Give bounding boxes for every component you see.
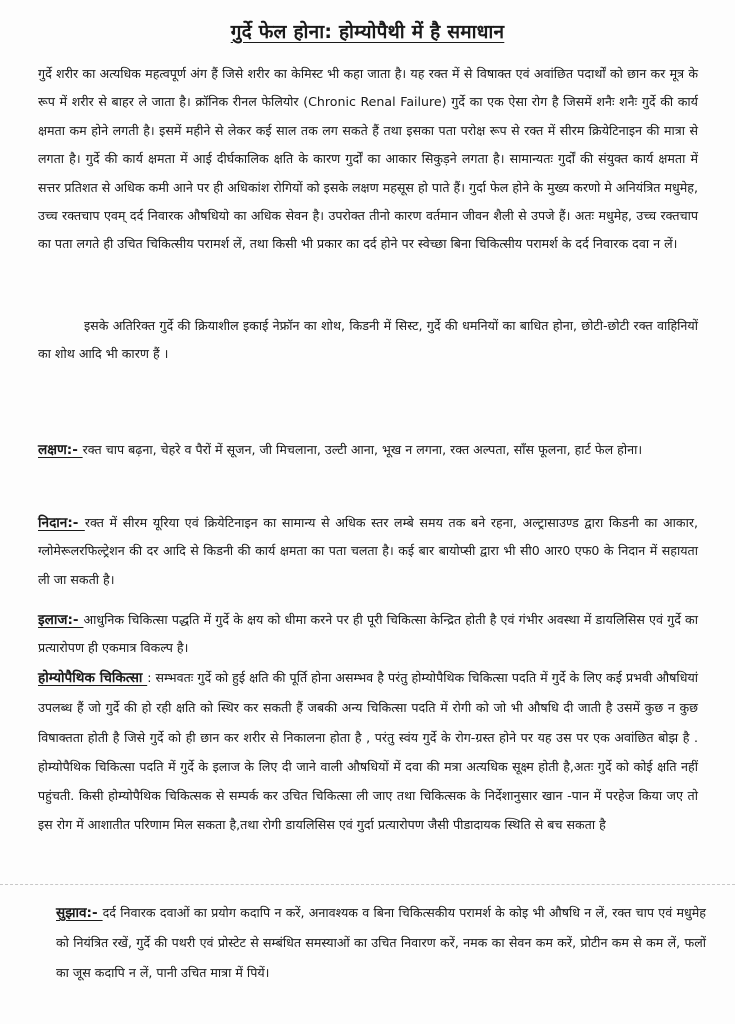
suggestion-section	[56, 898, 706, 988]
homeopathy-heading: होम्योपैथिक चिकित्सा	[38, 670, 148, 686]
diagnosis-heading: निदान:-	[38, 515, 85, 531]
symptoms-heading: लक्षण:-	[38, 442, 83, 458]
diagnosis-text: रक्त में सीरम यूरिया एवं क्रियेटिनाइन का सामान्य से अधिक स्तर लम्बे समय तक बने रहना, अल्ट्रासाउण्ड द्वारा किडनी का आकार, ग्लोमेरूलरफिल्ट्रेशन की दर आदि से किडनी की कार्य क्षमता का पता चलता है। कई बार बायोप्सी द्वारा भी सी0 आर0 एफ0 के निदान में सहायता ली जा सकती है।	[38, 515, 698, 587]
intro-paragraph: गुर्दे शरीर का अत्यधिक महत्वपूर्ण अंग हैं जिसे शरीर का केमिस्ट भी कहा जाता है। यह रक्त में से विषाक्त एवं अवांछित पदार्थों को छान कर मूत्र के रूप में शरीर से बाहर ले जाता है। क्रॉनिक रीनल फेलियोर (Chronic Renal Failure) गुर्दे का एक ऐसा रोग है जिसमें शनैः शनैः गुर्दे की कार्य क्षमता कम होने लगती है। इसमें महीने से लेकर कई साल तक लग सकते हैं तथा इसका पता परोक्ष रूप से रक्त में सीरम क्रियेटिनाइन की मात्रा से लगता है। गुर्दे की कार्य क्षमता में आई दीर्घकालिक क्षति के कारण गुर्दों का आकार सिकुड़ने लगता है। सामान्यतः गुर्दों की संयुक्त कार्य क्षमता में सत्तर प्रतिशत से अधिक कमी आने पर ही अधिकांश रोगियों को इसके लक्षण महसूस हो पाते हैं। गुर्दा फेल होने के मुख्य करणो मे अनियंत्रित मधुमेह, उच्च रक्तचाप एवम् दर्द निवारक औषधियो का अधिक सेवन है। उपरोक्त तीनो कारण वर्तमान जीवन शैली से उपजे हैं। अतः मधुमेह, उच्च रक्तचाप का पता लगते ही उचित चिकित्सीय परामर्श लें, तथा किसी भी प्रकार का दर्द होने पर स्वेच्छा बिना चिकित्सीय परामर्श के दर्द निवारक दवा न लें।	[38, 66, 698, 252]
symptoms-section	[38, 436, 698, 464]
treatment-text: आधुनिक चिकित्सा पद्धति में गुर्दे के क्षय को धीमा करने पर ही पूरी चिकित्सा केन्द्रित होती है एवं गंभीर अवस्था में डायलिसिस एवं गुर्दे का प्रत्यारोपण ही एकमात्र विकल्प है।	[38, 612, 698, 656]
homeopathy-section	[38, 663, 698, 840]
additional-causes-paragraph: इसके अतिरिक्त गुर्दे की क्रियाशील इकाई नेफ्रॉन का शोथ, किडनी में सिस्ट, गुर्दे की धमनियों का बाधित होना, छोटी-छोटी रक्त वाहिनियों का शोथ आदि भी कारण हैं ।	[38, 318, 698, 362]
symptoms-text: रक्त चाप बढ़ना, चेहरे व पैरों में सूजन, जी मिचलाना, उल्टी आना, भूख न लगना, रक्त अल्पता, साँस फूलना, हार्ट फेल होना।	[82, 442, 643, 457]
suggestion-text: दर्द निवारक दवाओं का प्रयोग कदापि न करें, अनावश्यक व बिना चिकित्सकीय परामर्श के कोइ भी औषधि न लें, रक्त चाप एवं मधुमेह को नियंत्रित रखें, गुर्दे की पथरी एवं प्रोस्टेट से सम्बंधित समस्याओं का उचित निवारण करें, नमक का सेवन कम करें, प्रोटीन कम से कम लें, फलों का जूस कदापि न लें, पानी उचित मात्रा में पियें।	[56, 905, 706, 980]
section-divider	[0, 884, 735, 885]
homeopathy-text: : सम्भवतः गुर्दे को हुई क्षति की पूर्ति होना असम्भव है परंतु होम्योपैथिक चिकित्सा पदति में गुर्दे के लिए कई प्रभवी औषधियां उपलब्ध हैं जो गुर्दे की हो रही क्षति को स्थिर कर सकती हैं जबकी अन्य चिकित्सा पदति में रोगी को जो भी औषधि दी जाती है उसमें कुछ न कुछ विषाक्तता होती है जिसे गुर्दे को ही छान कर शरीर से निकालना होता है , परंतु स्वंय गुर्दे के रोग-ग्रस्त होने पर यह उस पर एक अवांछित बोझ है . होम्योपैथिक चिकित्सा पदति में गुर्दे के इलाज के लिए दी जाने वाली औषधियों में दवा की मत्रा अत्यधिक सूक्ष्म होती है,अतः गुर्दे को कोई क्षति नहीं पहुंचती. किसी होम्योपैथिक चिकित्सक से सम्पर्क कर उचित चिकित्सा ली जाए तथा चिकित्सक के निर्देशानुसार खान -पान में परहेज किया जए तो इस रोग में आशातीत परिणाम मिल सकता है,तथा रोगी डायलिसिस एवं गुर्दा प्रत्यारोपण जैसी पीडादायक स्थिति से बच सकता है	[38, 670, 699, 833]
treatment-heading: इलाज:-	[38, 612, 84, 628]
page-title: गुर्दे फेल होना: होम्योपैथी में है समाधान	[230, 21, 505, 43]
treatment-section	[38, 606, 698, 663]
suggestion-heading: सुझाव:-	[56, 905, 103, 921]
diagnosis-section	[38, 509, 698, 594]
